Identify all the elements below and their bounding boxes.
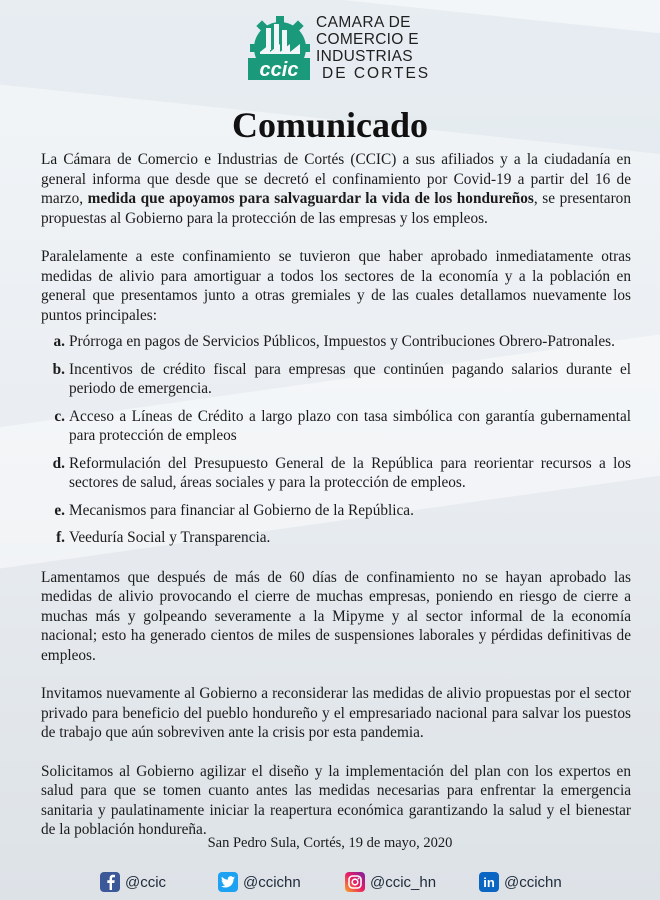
ccic-logo <box>244 10 431 90</box>
social-footer <box>0 868 660 900</box>
list-letter: d. <box>52 454 65 472</box>
social-twitter[interactable] <box>218 872 301 892</box>
date-line: San Pedro Sula, Cortés, 19 de mayo, 2020 <box>207 835 453 851</box>
organization-name <box>316 14 430 82</box>
list-letter: e. <box>54 501 65 519</box>
linkedin-icon: in <box>479 872 499 892</box>
list-letter: b. <box>52 360 65 378</box>
gear-factory-logo-icon <box>244 10 316 88</box>
org-line: CAMARA DE <box>316 14 411 31</box>
social-instagram[interactable] <box>345 872 436 892</box>
logo-mark-text: ccic <box>259 59 299 81</box>
list-text: Mecanismos para financiar al Gobierno de la República. <box>69 501 414 519</box>
list-item <box>41 332 631 352</box>
list-item <box>41 360 631 399</box>
page-title: Comunicado <box>231 105 429 145</box>
list-item <box>41 407 631 446</box>
org-line: COMERCIO E <box>316 31 419 48</box>
social-handle: @ccichn <box>504 873 562 891</box>
social-handle: @ccic <box>125 873 167 891</box>
list-text: Incentivos de crédito fiscal para empresas que continúen pagando salarios durante el periodo de emergencia. <box>69 360 631 397</box>
list-text: Prórroga en pagos de Servicios Públicos, Impuestos y Contribuciones Obrero-Patronales. <box>69 333 615 350</box>
paragraph-intro: La Cámara de Comercio e Industrias de Cortés (CCIC) a sus afiliados y a la ciudadanía en general informa que desde que se decretó el confinamiento por Covid-19 a partir del 16 de marzo, medida que apoyamos para salvaguardar la vida de los hondureños, se presentaron propuestas al Gobierno para la protección de las empresas y los empleos. <box>41 151 631 227</box>
social-handle: @ccic_hn <box>370 873 437 891</box>
org-line: INDUSTRIAS <box>316 48 413 65</box>
paragraph-impact: Lamentamos que después de más de 60 días de confinamiento no se hayan aprobado las medidas de alivio provocando el cierre de muchas empresas, poniendo en riesgo de cierre a muchas más y golpeando severamente a la Mipyme y al sector informal de la economía nacional; esto ha generado cientos de miles de suspensiones laborales y pérdidas definitivas de empleos. <box>41 568 631 664</box>
social-linkedin[interactable] <box>479 872 562 892</box>
list-item <box>41 454 631 493</box>
paragraph-invitation: Invitamos nuevamente al Gobierno a reconsiderar las medidas de alivio propuestas por el sector privado para beneficio del pueblo hondureño y el empresariado nacional para salvar los puestos de trabajo que aún sobreviven ante la crisis por esta pandemia. <box>41 685 631 741</box>
social-handle: @ccichn <box>243 873 301 891</box>
list-letter: a. <box>53 333 65 350</box>
measures-list <box>41 332 631 548</box>
emphasis-text: medida que apoyamos para salvaguardar la vida de los hondureños <box>87 190 534 207</box>
list-letter: c. <box>54 407 65 425</box>
facebook-icon <box>100 872 120 892</box>
social-facebook[interactable] <box>100 872 166 892</box>
org-line: DE CORTES <box>322 65 431 82</box>
twitter-icon <box>218 872 238 892</box>
document-body <box>41 150 631 859</box>
paragraph-request: Solicitamos al Gobierno agilizar el diseño y la implementación del plan con los expertos en salud para que se tomen cuanto antes las medidas necesarias para enfrentar la emergencia sanitaria y paulatinamente iniciar la reapertura económica garantizando la salud y el bienestar de la población hondureña. <box>41 762 631 838</box>
instagram-icon <box>345 872 365 892</box>
paragraph-measures: Paralelamente a este confinamiento se tuvieron que haber aprobado inmediatamente otras medidas de alivio para amortiguar a todos los sectores de la economía y a la población en general que presentamos junto a otras gremiales y de las cuales detallamos nuevamente los puntos principales: <box>41 248 631 324</box>
list-item <box>41 528 631 548</box>
list-text: Veeduría Social y Transparencia. <box>69 529 271 546</box>
list-text: Reformulación del Presupuesto General de la República para reorientar recursos a los sectores de salud, áreas sociales y para la protección de empleos. <box>69 454 631 491</box>
list-text: Acceso a Líneas de Crédito a largo plazo con tasa simbólica con garantía gubernamental para protección de empleos <box>69 407 631 444</box>
list-item <box>41 501 631 521</box>
list-letter: f. <box>56 529 65 546</box>
